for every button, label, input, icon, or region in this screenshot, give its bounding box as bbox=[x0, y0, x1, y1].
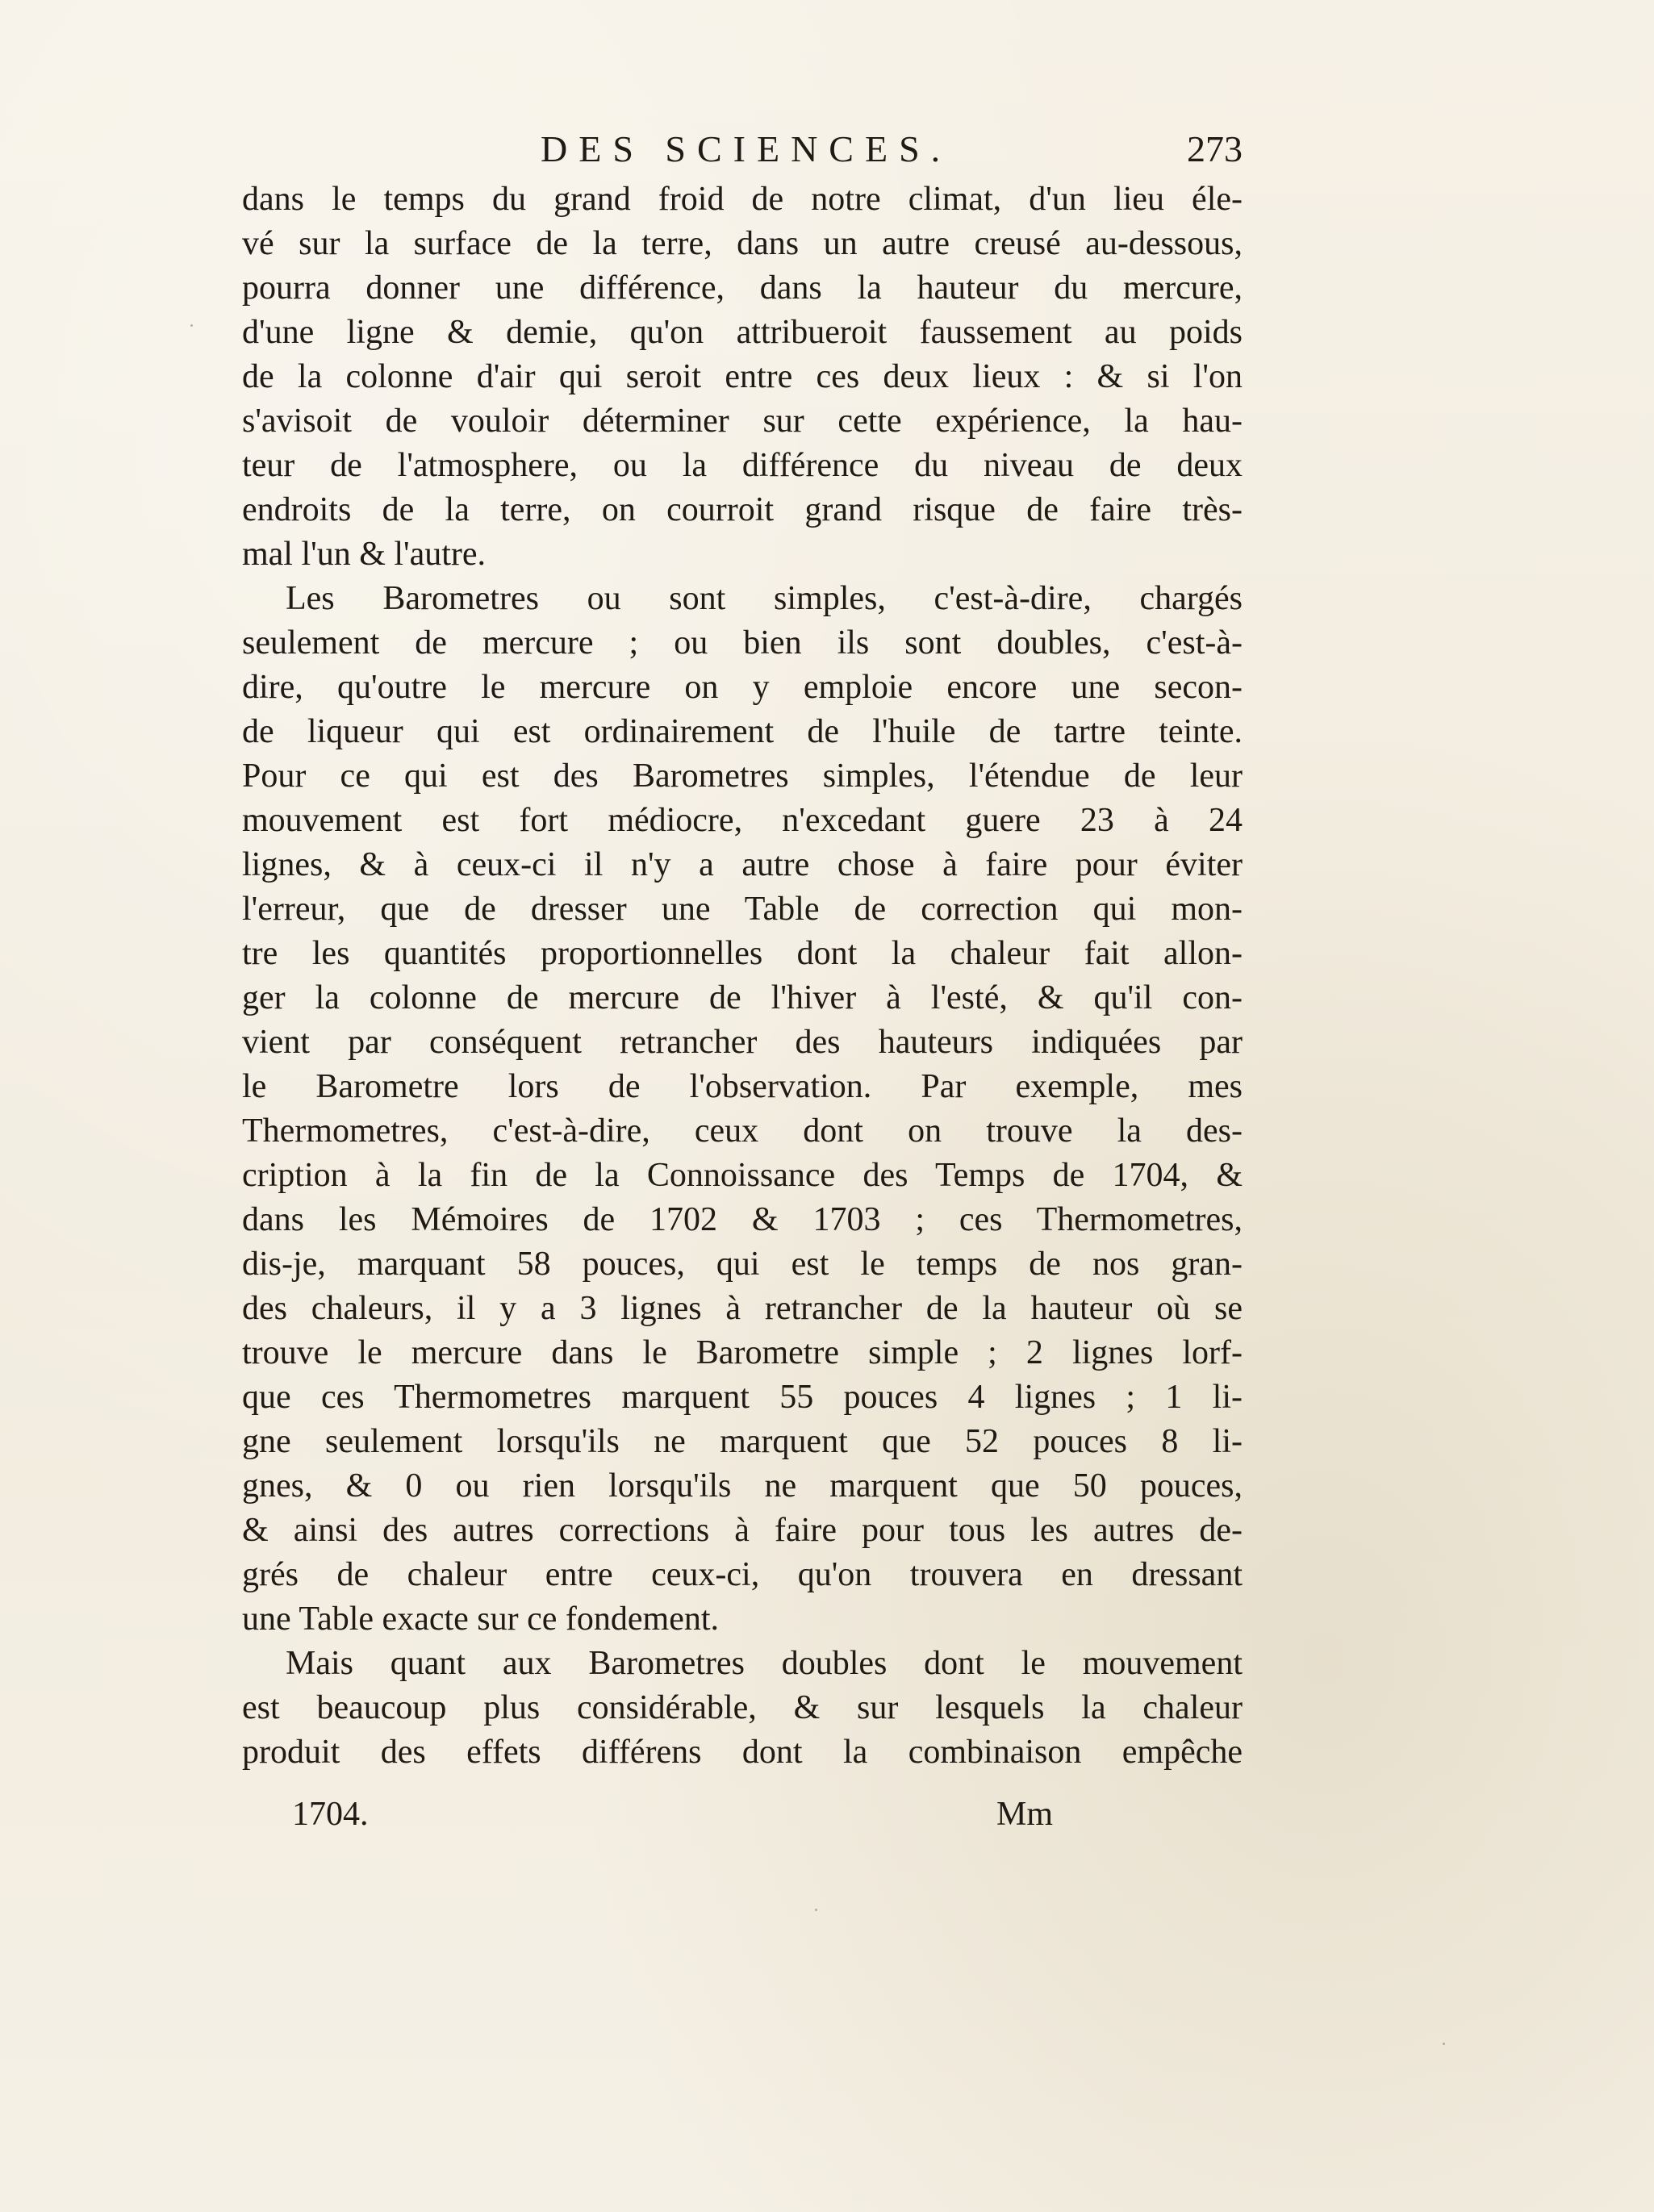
text-line: de la colonne d'air qui seroit entre ces deux lieux : & si l'on bbox=[242, 358, 1243, 395]
ink-speck bbox=[190, 324, 193, 327]
ink-speck bbox=[1443, 2043, 1445, 2045]
footer-year: 1704. bbox=[292, 1796, 369, 1833]
text-line: vient par conséquent retrancher des hauteurs indiquées par bbox=[242, 1024, 1243, 1061]
ink-speck bbox=[815, 1909, 817, 1911]
text-line: gne seulement lorsqu'ils ne marquent que 52 pouces 8 li- bbox=[242, 1423, 1243, 1460]
text-line: une Table exacte sur ce fondement. bbox=[242, 1601, 720, 1638]
text-line: grés de chaleur entre ceux-ci, qu'on trouvera en dressant bbox=[242, 1556, 1243, 1593]
text-line: mal l'un & l'autre. bbox=[242, 536, 487, 573]
text-line: Les Barometres ou sont simples, c'est-à-dire, chargés bbox=[286, 580, 1243, 617]
text-line: dans le temps du grand froid de notre climat, d'un lieu éle- bbox=[242, 181, 1243, 218]
text-line: l'erreur, que de dresser une Table de correction qui mon- bbox=[242, 891, 1243, 928]
text-line: d'une ligne & demie, qu'on attribueroit faussement au poids bbox=[242, 314, 1243, 351]
text-line: & ainsi des autres corrections à faire pour tous les autres de- bbox=[242, 1512, 1243, 1549]
text-line: Pour ce qui est des Barometres simples, l'étendue de leur bbox=[242, 758, 1243, 795]
text-line: lignes, & à ceux-ci il n'y a autre chose à faire pour éviter bbox=[242, 846, 1243, 883]
text-line: le Barometre lors de l'observation. Par exemple, mes bbox=[242, 1068, 1243, 1105]
running-head bbox=[242, 127, 1243, 173]
page-number: 273 bbox=[1187, 128, 1243, 169]
text-line: pourra donner une différence, dans la hauteur du mercure, bbox=[242, 269, 1243, 307]
text-line: gnes, & 0 ou rien lorsqu'ils ne marquent que 50 pouces, bbox=[242, 1467, 1243, 1505]
text-line: cription à la fin de la Connoissance des Temps de 1704, & bbox=[242, 1157, 1243, 1194]
text-line: dis-je, marquant 58 pouces, qui est le temps de nos gran- bbox=[242, 1246, 1243, 1283]
text-line: de liqueur qui est ordinairement de l'huile de tartre teinte. bbox=[242, 713, 1243, 750]
text-line: est beaucoup plus considérable, & sur lesquels la chaleur bbox=[242, 1689, 1243, 1726]
text-line: que ces Thermometres marquent 55 pouces 4 lignes ; 1 li- bbox=[242, 1379, 1243, 1416]
text-line: seulement de mercure ; ou bien ils sont doubles, c'est-à- bbox=[242, 624, 1243, 662]
running-title: DES SCIENCES. bbox=[541, 128, 952, 169]
text-line: ger la colonne de mercure de l'hiver à l'esté, & qu'il con- bbox=[242, 979, 1243, 1016]
text-line: teur de l'atmosphere, ou la différence du niveau de deux bbox=[242, 447, 1243, 484]
page-footer bbox=[242, 1795, 1243, 1840]
text-line: endroits de la terre, on courroit grand risque de faire très- bbox=[242, 491, 1243, 528]
text-line: s'avisoit de vouloir déterminer sur cette expérience, la hau- bbox=[242, 403, 1243, 440]
text-line: des chaleurs, il y a 3 lignes à retrancher de la hauteur où se bbox=[242, 1290, 1243, 1327]
text-line: trouve le mercure dans le Barometre simple ; 2 lignes lorf- bbox=[242, 1334, 1243, 1371]
text-line: tre les quantités proportionnelles dont la chaleur fait allon- bbox=[242, 935, 1243, 972]
text-line: vé sur la surface de la terre, dans un autre creusé au-dessous, bbox=[242, 225, 1243, 262]
text-line: mouvement est fort médiocre, n'excedant guere 23 à 24 bbox=[242, 802, 1243, 839]
text-line: produit des effets différens dont la combinaison empêche bbox=[242, 1734, 1243, 1771]
text-line: Mais quant aux Barometres doubles dont le mouvement bbox=[286, 1645, 1243, 1682]
body-text bbox=[242, 177, 1243, 1775]
text-line: dire, qu'outre le mercure on y emploie encore une secon- bbox=[242, 669, 1243, 706]
text-line: Thermometres, c'est-à-dire, ceux dont on trouve la des- bbox=[242, 1112, 1243, 1150]
text-line: dans les Mémoires de 1702 & 1703 ; ces Thermometres, bbox=[242, 1201, 1243, 1238]
signature-mark: Mm bbox=[996, 1796, 1054, 1833]
